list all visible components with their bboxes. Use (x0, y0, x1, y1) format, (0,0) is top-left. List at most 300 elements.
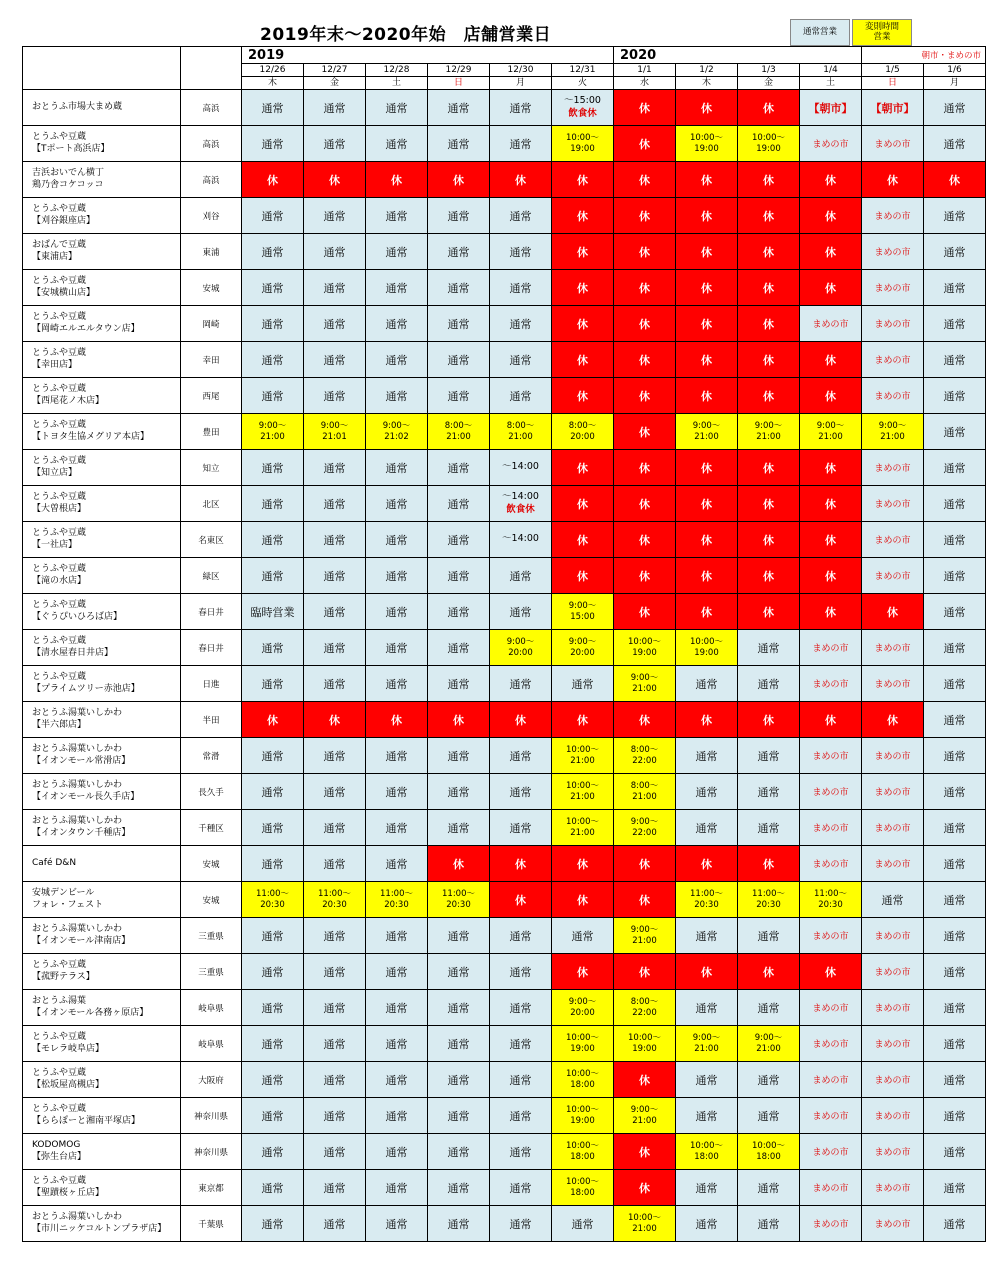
status-cell (552, 486, 614, 522)
status-text: 通常 (509, 389, 532, 403)
status-cell (552, 702, 614, 738)
status-text: 通常 (509, 785, 532, 799)
status-text: 9:00～ 21:00 (878, 420, 907, 442)
store-area: 岡崎 (181, 306, 242, 342)
store-area: 東京都 (181, 1170, 242, 1206)
status-text: まめの市 (874, 1040, 911, 1050)
status-text: まめの市 (812, 1004, 849, 1014)
store-name (23, 774, 181, 810)
status-cell (490, 342, 552, 378)
status-text: 通常 (261, 857, 284, 871)
status-cell (304, 234, 366, 270)
status-text: 休 (639, 965, 650, 979)
status-text: 通常 (943, 857, 966, 871)
status-text: 通常 (509, 1109, 532, 1123)
status-cell (738, 234, 800, 270)
status-cell (800, 1062, 862, 1098)
status-text: 9:00～ 21:00 (630, 924, 659, 946)
status-cell (552, 342, 614, 378)
status-cell (490, 1026, 552, 1062)
status-text: 通常 (447, 101, 470, 115)
store-name-line: 【モレラ岐阜店】 (32, 1043, 105, 1054)
store-row (23, 666, 986, 702)
status-cell (676, 882, 738, 918)
store-area: 大阪府 (181, 1062, 242, 1098)
status-text: 通常 (261, 1037, 284, 1051)
status-cell (676, 1134, 738, 1170)
store-name-line: おとうふ湯葉いしかわ (32, 924, 123, 935)
status-text: 通常 (261, 929, 284, 943)
status-cell (552, 1098, 614, 1134)
status-cell (800, 630, 862, 666)
store-name-line: おぱんで豆蔵 (32, 240, 87, 251)
status-text: 通常 (943, 101, 966, 115)
status-text: 休 (577, 353, 588, 367)
status-text: 通常 (261, 461, 284, 475)
store-area: 高浜 (181, 162, 242, 198)
status-cell (614, 1062, 676, 1098)
status-cell (490, 666, 552, 702)
store-row (23, 342, 986, 378)
status-cell (738, 198, 800, 234)
status-cell (676, 522, 738, 558)
status-cell (924, 90, 986, 126)
status-text: 通常 (261, 1217, 284, 1231)
status-cell (304, 270, 366, 306)
status-text: まめの市 (874, 932, 911, 942)
status-cell (366, 1134, 428, 1170)
status-text: 11:00～ 20:30 (256, 888, 289, 910)
status-text: 休 (639, 569, 650, 583)
store-name-line: とうふや豆蔵 (32, 1104, 87, 1115)
status-cell (490, 738, 552, 774)
store-name-line: とうふや豆蔵 (32, 960, 87, 971)
status-text: 11:00～ 20:30 (318, 888, 351, 910)
store-name (23, 1134, 181, 1170)
store-area: 半田 (181, 702, 242, 738)
status-text: 休 (639, 317, 650, 331)
header-weekday: 土 (366, 77, 428, 90)
header-date: 1/3 (738, 64, 800, 77)
status-cell (242, 486, 304, 522)
status-text: 休 (887, 713, 898, 727)
status-text: 通常 (943, 569, 966, 583)
store-name-line: おとうふ湯葉いしかわ (32, 1212, 123, 1223)
status-cell (738, 1134, 800, 1170)
status-text: 通常 (261, 1181, 284, 1195)
status-text: 通常 (447, 749, 470, 763)
status-text: 通常 (323, 281, 346, 295)
status-text: 9:00～ 21:00 (258, 420, 287, 442)
status-cell (552, 270, 614, 306)
status-cell (614, 990, 676, 1026)
status-cell (490, 414, 552, 450)
status-cell (738, 702, 800, 738)
status-cell (242, 990, 304, 1026)
status-text: 11:00～ 20:30 (442, 888, 475, 910)
status-cell (614, 306, 676, 342)
status-cell (924, 234, 986, 270)
status-text: 通常 (447, 209, 470, 223)
status-cell (428, 1206, 490, 1242)
store-row (23, 990, 986, 1026)
status-text: 通常 (447, 461, 470, 475)
status-text: 通常 (447, 1145, 470, 1159)
store-row (23, 486, 986, 522)
status-cell (428, 378, 490, 414)
status-cell (924, 1206, 986, 1242)
status-text: 10:00～ 21:00 (628, 1212, 661, 1234)
status-text: 通常 (447, 497, 470, 511)
status-text: まめの市 (874, 392, 911, 402)
status-text: 通常 (385, 1109, 408, 1123)
status-text: 通常 (323, 965, 346, 979)
status-cell (428, 1098, 490, 1134)
status-text: 休 (701, 533, 712, 547)
schedule-table (22, 46, 986, 1242)
status-cell (614, 918, 676, 954)
status-cell (800, 270, 862, 306)
status-text: 通常 (695, 1181, 718, 1195)
status-text: 通常 (943, 785, 966, 799)
status-text: 通常 (323, 245, 346, 259)
status-cell (428, 270, 490, 306)
status-text: 通常 (323, 137, 346, 151)
status-cell (738, 846, 800, 882)
status-text: 9:00～ 21:01 (320, 420, 349, 442)
status-cell (676, 1098, 738, 1134)
status-cell (800, 738, 862, 774)
status-text: 通常 (385, 641, 408, 655)
status-text: ～14:00 (502, 533, 539, 545)
status-text: 休 (701, 317, 712, 331)
store-area: 北区 (181, 486, 242, 522)
status-text: 通常 (261, 281, 284, 295)
status-cell (552, 378, 614, 414)
status-text: 11:00～ 20:30 (690, 888, 723, 910)
status-cell (490, 90, 552, 126)
status-cell (428, 810, 490, 846)
status-cell (924, 846, 986, 882)
status-cell (676, 738, 738, 774)
status-text: まめの市 (812, 1040, 849, 1050)
status-cell (800, 1098, 862, 1134)
store-name (23, 594, 181, 630)
status-text: 休 (453, 173, 464, 187)
status-cell (614, 162, 676, 198)
status-cell (862, 486, 924, 522)
status-text: 通常 (385, 1073, 408, 1087)
store-row (23, 810, 986, 846)
status-text: 11:00～ 20:30 (380, 888, 413, 910)
status-text: まめの市 (812, 1184, 849, 1194)
status-text: 通常 (447, 569, 470, 583)
store-name-line: 【ららぽーと湘南平塚店】 (32, 1115, 141, 1126)
status-cell (242, 558, 304, 594)
store-name (23, 486, 181, 522)
status-cell (738, 918, 800, 954)
status-cell (862, 378, 924, 414)
status-cell (552, 90, 614, 126)
store-name-line: とうふや豆蔵 (32, 1032, 87, 1043)
status-text: 通常 (323, 1037, 346, 1051)
status-cell (366, 702, 428, 738)
store-name-line: 鶏乃舎コケコッコ (32, 179, 104, 190)
status-cell (428, 594, 490, 630)
status-cell (614, 450, 676, 486)
status-text: まめの市 (812, 752, 849, 762)
status-text: 休 (701, 101, 712, 115)
header-date: 1/6 (924, 64, 986, 77)
status-text: 通常 (447, 137, 470, 151)
status-text: 通常 (261, 1109, 284, 1123)
status-cell (428, 846, 490, 882)
status-text: 通常 (323, 1073, 346, 1087)
header-weekday: 金 (738, 77, 800, 90)
status-text: 通常 (323, 821, 346, 835)
status-cell (304, 846, 366, 882)
header-weekday: 日 (862, 77, 924, 90)
store-row (23, 414, 986, 450)
store-name (23, 1206, 181, 1242)
status-cell (366, 90, 428, 126)
status-text: 8:00～ 21:00 (506, 420, 535, 442)
status-cell (614, 954, 676, 990)
status-text: 通常 (447, 1037, 470, 1051)
status-cell (428, 990, 490, 1026)
status-cell (428, 666, 490, 702)
status-cell (242, 234, 304, 270)
status-text: 10:00～ 21:00 (566, 780, 599, 802)
status-text: 通常 (323, 1109, 346, 1123)
status-text: 休 (267, 173, 278, 187)
status-cell (862, 1134, 924, 1170)
status-text: 休 (763, 461, 774, 475)
status-cell (800, 126, 862, 162)
store-area: 緑区 (181, 558, 242, 594)
status-text: 通常 (323, 569, 346, 583)
status-cell (738, 126, 800, 162)
store-name-line: おとうふ市場大まめ蔵 (32, 101, 123, 112)
status-cell (800, 990, 862, 1026)
status-text: 通常 (385, 857, 408, 871)
status-cell (490, 954, 552, 990)
status-text: 通常 (261, 1073, 284, 1087)
status-cell (862, 450, 924, 486)
status-text: まめの市 (874, 572, 911, 582)
status-text: 通常 (943, 425, 966, 439)
status-cell (614, 810, 676, 846)
status-text: 通常 (509, 353, 532, 367)
status-text: まめの市 (874, 500, 911, 510)
store-name-line: 【イオンモール津南店】 (32, 935, 131, 946)
status-cell (242, 630, 304, 666)
status-cell (490, 918, 552, 954)
status-text: 休 (701, 713, 712, 727)
status-text: 休 (763, 965, 774, 979)
status-cell (738, 1170, 800, 1206)
status-cell (304, 918, 366, 954)
status-text: 通常 (943, 209, 966, 223)
status-cell (924, 162, 986, 198)
status-cell (428, 414, 490, 450)
status-text: まめの市 (812, 644, 849, 654)
status-cell (614, 702, 676, 738)
status-text: 通常 (385, 1217, 408, 1231)
status-text: 通常 (323, 677, 346, 691)
status-cell (242, 198, 304, 234)
status-cell (738, 450, 800, 486)
header-weekday: 月 (924, 77, 986, 90)
status-cell (304, 666, 366, 702)
store-name-line: 【弥生台店】 (32, 1151, 87, 1162)
status-text: 通常 (571, 1217, 594, 1231)
status-text: 休 (577, 173, 588, 187)
status-cell (242, 450, 304, 486)
status-cell (924, 342, 986, 378)
status-text: 休 (639, 353, 650, 367)
status-text: 休 (577, 497, 588, 511)
header-date: 12/27 (304, 64, 366, 77)
status-cell (304, 990, 366, 1026)
status-text: まめの市 (812, 320, 849, 330)
status-text: 通常 (385, 137, 408, 151)
status-cell (490, 846, 552, 882)
status-cell (862, 846, 924, 882)
status-text: 10:00～ 18:00 (566, 1068, 599, 1090)
status-cell (862, 1098, 924, 1134)
store-row (23, 738, 986, 774)
status-text: まめの市 (874, 248, 911, 258)
status-text: 通常 (943, 605, 966, 619)
status-text: 休 (515, 893, 526, 907)
status-text: 休 (577, 389, 588, 403)
status-text: 通常 (323, 1001, 346, 1015)
status-cell (552, 846, 614, 882)
status-text: 通常 (385, 965, 408, 979)
status-text: 休 (763, 857, 774, 871)
status-cell (676, 198, 738, 234)
status-text: 通常 (323, 929, 346, 943)
status-text: 10:00～ 19:00 (566, 1104, 599, 1126)
status-text: 通常 (509, 1181, 532, 1195)
status-text: 通常 (509, 281, 532, 295)
store-name (23, 1062, 181, 1098)
page-title: 2019年末～2020年始 店舗営業日 (260, 25, 552, 45)
header-date: 12/26 (242, 64, 304, 77)
status-text: 通常 (509, 569, 532, 583)
status-cell (924, 594, 986, 630)
status-cell (924, 630, 986, 666)
status-text: 8:00～ 21:00 (630, 780, 659, 802)
status-cell (862, 990, 924, 1026)
status-cell (366, 1062, 428, 1098)
status-text: まめの市 (874, 140, 911, 150)
status-cell (428, 774, 490, 810)
status-text: 10:00～ 18:00 (566, 1140, 599, 1162)
store-name-line: とうふや豆蔵 (32, 1176, 87, 1187)
status-text: 通常 (943, 281, 966, 295)
status-text: 通常 (385, 1145, 408, 1159)
status-text: 通常 (509, 209, 532, 223)
status-cell (614, 882, 676, 918)
store-row (23, 306, 986, 342)
status-text: 休 (639, 713, 650, 727)
status-cell (366, 450, 428, 486)
status-cell (490, 558, 552, 594)
status-text: 通常 (261, 497, 284, 511)
status-cell (862, 1062, 924, 1098)
status-cell (862, 306, 924, 342)
status-text: 通常 (323, 785, 346, 799)
status-cell (924, 558, 986, 594)
store-name-line: おとうふ湯葉いしかわ (32, 708, 123, 719)
status-cell (676, 630, 738, 666)
status-text: 9:00～ 21:00 (692, 420, 721, 442)
store-area: 神奈川県 (181, 1134, 242, 1170)
status-text: 休 (763, 245, 774, 259)
store-name-line: とうふや豆蔵 (32, 204, 87, 215)
status-cell (490, 450, 552, 486)
status-text: まめの市 (874, 464, 911, 474)
status-cell (738, 1098, 800, 1134)
status-text: 通常 (261, 785, 284, 799)
status-text: 通常 (509, 317, 532, 331)
status-text: 通常 (943, 929, 966, 943)
status-cell (366, 486, 428, 522)
status-cell (552, 234, 614, 270)
status-text: 休 (639, 497, 650, 511)
status-cell (242, 1098, 304, 1134)
status-cell (552, 774, 614, 810)
status-cell (242, 882, 304, 918)
store-name-line: とうふや豆蔵 (32, 420, 87, 431)
status-text: 通常 (943, 965, 966, 979)
status-text: 通常 (757, 821, 780, 835)
status-text: 10:00～ 18:00 (566, 1176, 599, 1198)
store-area: 長久手 (181, 774, 242, 810)
status-cell (738, 1062, 800, 1098)
status-cell (552, 1134, 614, 1170)
status-text: 休 (577, 569, 588, 583)
store-name-line: 【ぐうぴいひろば店】 (32, 611, 123, 622)
status-text: 9:00～ 21:00 (754, 420, 783, 442)
status-text: 通常 (261, 209, 284, 223)
status-text: 休 (949, 173, 960, 187)
store-name (23, 810, 181, 846)
status-text: 休 (825, 209, 836, 223)
status-cell (924, 774, 986, 810)
status-text: 休 (577, 893, 588, 907)
store-name (23, 1170, 181, 1206)
status-text: まめの市 (874, 752, 911, 762)
status-cell (676, 918, 738, 954)
status-text: 通常 (447, 1109, 470, 1123)
status-text: まめの市 (874, 1076, 911, 1086)
status-cell (738, 882, 800, 918)
status-text: 休 (577, 713, 588, 727)
status-text: 通常 (757, 1109, 780, 1123)
status-cell (304, 1134, 366, 1170)
status-text: 休 (329, 713, 340, 727)
store-area: 知立 (181, 450, 242, 486)
store-name (23, 522, 181, 558)
status-text: 休 (639, 1181, 650, 1195)
status-subnote: 飲食休 (506, 503, 535, 515)
status-text: 通常 (757, 1217, 780, 1231)
store-row (23, 162, 986, 198)
store-name-line: 【滝の水店】 (32, 575, 87, 586)
